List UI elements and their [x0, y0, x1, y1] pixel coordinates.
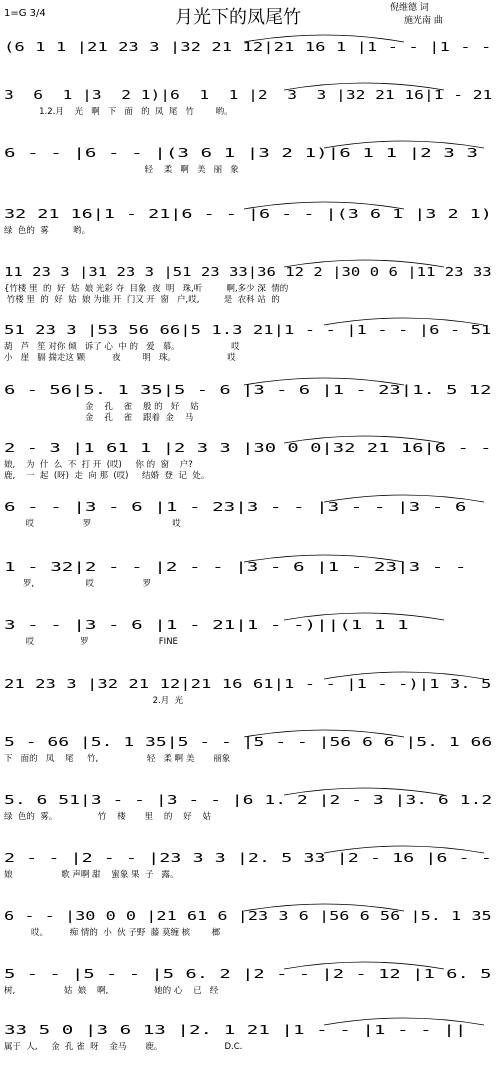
score-system [4, 146, 496, 196]
lyric-line: {竹楼 里 的 好 姑 娘 光彩 夺 目象 夜 明 珠,听 啊,多少 深 情的 [4, 284, 289, 294]
score-system [4, 793, 496, 843]
lyric-line: 轻 柔 啊 美 丽 象 [4, 165, 239, 175]
slur-marks [4, 550, 496, 570]
score-system [4, 851, 496, 901]
slur-arc [324, 141, 484, 148]
lyric-line: 竹楼 里 的 好 姑 娘 为谁 开 门又 开 窗 户,哎, 是 农科 站 的 [4, 295, 280, 305]
notation-line: 3 - - |3 - 6 |1 - 21|1 - -)||(1 1 1 [4, 618, 409, 632]
slur-arc [324, 1018, 484, 1025]
slur-marks [4, 255, 496, 275]
slur-arc [284, 613, 444, 620]
notation-line: 6 - 56|5. 1 35|5 - 6 |3 - 6 |1 - 23|1. 5 12 [4, 383, 492, 397]
lyric-line: 下 面的 凤 尾 竹, 轻 柔 啊 美 丽象 [4, 754, 231, 764]
slur-arc [284, 788, 444, 795]
slur-marks [4, 608, 496, 628]
notation-line: 5. 6 51|3 - - |3 - - |6 1. 2 |2 - 3 |3. 6 1.2 [4, 793, 493, 807]
lyric-line: 哎 罗 哎 [4, 519, 181, 529]
score-system [4, 383, 496, 433]
lyric-line: 金 孔 雀 般 的 好 姑 [4, 402, 199, 412]
score-system [4, 88, 496, 138]
slur-arc [244, 555, 404, 562]
lyric-line: 绿 色的 雾。 竹 楼 里 的 好 姑 [4, 812, 211, 822]
notation-line: (6 1 1 |21 23 3 |32 21 12|21 16 1 |1 - - |1 - - [4, 40, 492, 54]
slur-arc [324, 672, 484, 679]
credits [390, 2, 443, 28]
notation-line: 2 - 3 |1 61 1 |2 3 3 |30 0 0|32 21 16|6 - - [4, 441, 492, 455]
notation-line: 11 23 3 |31 23 3 |51 23 33|36 12 2 |30 0 6 |11 23 33 [4, 265, 492, 279]
score-system [4, 618, 496, 668]
slur-marks [4, 197, 496, 217]
score-system [4, 265, 496, 315]
lyric-line: 属于 人, 金 孔 雀 呀 金马 鹿。 D.C. [4, 1042, 243, 1052]
slur-marks [4, 899, 496, 919]
slur-arc [284, 962, 444, 969]
notation-line: 5 - 66 |5. 1 35|5 - - |5 - - |56 6 6 |5. 1 66 [4, 735, 493, 749]
lyric-line: 哎。 痴 情的 小 伙 子野 藤 莫缠 槟 榔 [4, 928, 221, 938]
notation-line: 1 - 32|2 - - |2 - - |3 - 6 |1 - 23|3 - - [4, 560, 467, 574]
composer: 施光南 曲 [404, 16, 443, 26]
notation-line: 3 6 1 |3 2 1)|6 1 1 |2 3 3 |32 21 16|1 - 21 [4, 88, 493, 102]
score-system [4, 441, 496, 491]
slur-arc [244, 35, 404, 42]
lyric-line: 娘, 为 什 么 不 打 开 (哎) 你 的 窗 户? [4, 460, 193, 470]
slur-marks [4, 78, 496, 98]
slur-marks [4, 136, 496, 156]
score-system [4, 735, 496, 785]
notation-line: 6 - - |30 0 0 |21 61 6 |23 3 6 |56 6 56 |5. 1 35 [4, 909, 492, 923]
lyric-line: 哎 罗 FINE [4, 637, 178, 647]
slur-marks [4, 490, 496, 510]
lyric-line: 娘 歌 声啊 甜 蜜象 果 子 露。 [4, 870, 179, 880]
slur-arc [324, 846, 484, 853]
slur-marks [4, 667, 496, 687]
slur-arc [324, 495, 484, 502]
lyric-line: 小 崖 膈 揣走这 颗 夜 明 珠。 哎 [4, 353, 236, 363]
score-system [4, 967, 496, 1017]
notation-line: 5 - - |5 - - |5 6. 2 |2 - - |2 - 12 |1 6. 5 [4, 967, 492, 981]
notation-line: 33 5 0 |3 6 13 |2. 1 21 |1 - - |1 - - || [4, 1023, 467, 1037]
lyric-line: 金 孔 雀 跟着 金 马 [4, 413, 194, 423]
notation-line: 21 23 3 |32 21 12|21 16 61|1 - - |1 - -)|1 3. 5 [4, 677, 492, 691]
slur-marks [4, 313, 496, 333]
score-system [4, 500, 496, 550]
slur-marks [4, 725, 496, 745]
slur-arc [244, 378, 404, 385]
page-title: 月光下的凤尾竹 [175, 7, 301, 28]
slur-arc [244, 202, 404, 209]
slur-arc [244, 904, 404, 911]
notation-line: 51 23 3 |53 56 66|5 1.3 21|1 - - |1 - - |6 - 51 [4, 323, 492, 337]
slur-arc [324, 318, 484, 325]
slur-marks [4, 373, 496, 393]
score-system [4, 207, 496, 257]
slur-marks [4, 30, 496, 50]
score-system [4, 323, 496, 373]
score-system [4, 560, 496, 610]
notation-line: 2 - - |2 - - |23 3 3 |2. 5 33 |2 - 16 |6 - - [4, 851, 492, 865]
score-system [4, 677, 496, 727]
notation-line: 32 21 16|1 - 21|6 - - |6 - - |(3 6 1 |3 2 1) [4, 207, 492, 221]
lyric-line: 树, 姑 娘 啊, 她的 心 已 经 [4, 986, 219, 996]
slur-marks [4, 431, 496, 451]
score-system [4, 909, 496, 959]
slur-marks [4, 957, 496, 977]
lyric-line: 绿 色的 雾 哟。 [4, 226, 91, 236]
notation-line: 6 - - |3 - 6 |1 - 23|3 - - |3 - - |3 - 6 [4, 500, 467, 514]
slur-arc [284, 260, 444, 267]
notation-line: 6 - - |6 - - |(3 6 1 |3 2 1)|6 1 1 |2 3 3 [4, 146, 478, 160]
lyric-line: 罗, 哎 罗 [4, 579, 152, 589]
lyric-line: 鹿, 一 起 (呀) 走 向 那 (哎) 结婚 登 记 处。 [4, 471, 210, 481]
slur-arc [284, 83, 444, 90]
slur-marks [4, 783, 496, 803]
score-system [4, 1023, 496, 1073]
slur-marks [4, 1013, 496, 1033]
slur-marks [4, 841, 496, 861]
key-signature: 1=G 3/4 [4, 8, 46, 19]
lyric-line: 1.2.月 光 啊 下 面 的 凤 尾 竹 哟。 [4, 107, 233, 117]
lyricist: 倪维德 词 [390, 3, 429, 13]
lyric-line: 葫 芦 笙 对你 倾 诉了 心 中 的 爱 慕。 哎 [4, 342, 240, 352]
lyric-line: 2.月 光 [4, 696, 184, 706]
slur-arc [244, 730, 404, 737]
slur-arc [284, 436, 444, 443]
